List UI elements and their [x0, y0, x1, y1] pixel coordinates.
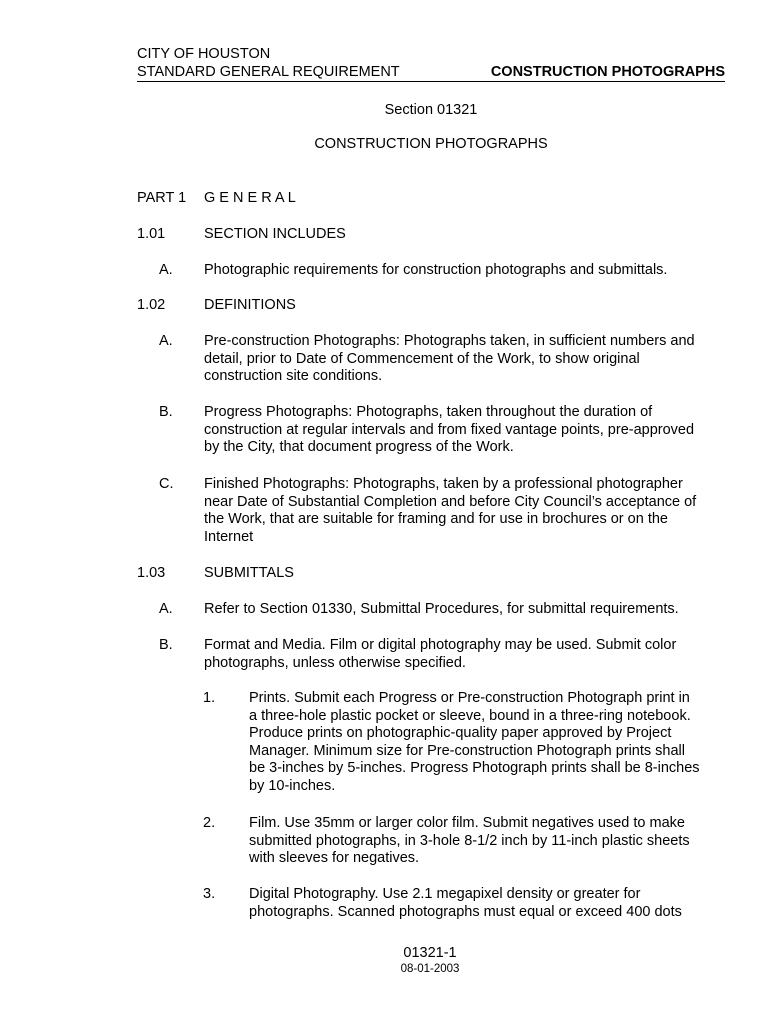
paragraph-line: be 3-inches by 5-inches. Progress Photograph prints shall be 8-inches [249, 760, 700, 776]
paragraph-line: construction site conditions. [204, 368, 383, 384]
paragraph-line: a three-hole plastic pocket or sleeve, bound in a three-ring notebook. [249, 707, 691, 724]
subparagraph-label-103b3: 3. [203, 886, 216, 902]
section-number: Section 01321 [384, 102, 478, 118]
paragraph-line: Photographic requirements for construction photographs and submittals. [204, 262, 668, 278]
subparagraph-103b2 [249, 815, 690, 868]
part-label: PART 1 [137, 190, 187, 206]
paragraph-label-103b: B. [159, 637, 173, 653]
page-number: 01321-1 [403, 945, 457, 961]
subparagraph-label-103b1: 1. [203, 690, 216, 706]
paragraph-label-103a: A. [159, 601, 173, 617]
article-title-103: SUBMITTALS [204, 565, 294, 581]
paragraph-line: submitted photographs, in 3-hole 8-1/2 inch by 11-inch plastic sheets [249, 832, 690, 849]
paragraph-label-102a: A. [159, 333, 173, 349]
paragraph-label-101a: A. [159, 262, 173, 278]
paragraph-line: photographs. Scanned photographs must equal or exceed 400 dots [249, 903, 682, 920]
paragraph-line: Progress Photographs: Photographs, taken throughout the duration of [204, 404, 653, 420]
paragraph-102a [204, 333, 695, 386]
paragraph-103b [204, 637, 676, 672]
paragraph-label-102b: B. [159, 404, 173, 420]
paragraph-line: near Date of Substantial Completion and before City Council’s acceptance of [204, 493, 697, 510]
paragraph-102c [204, 476, 696, 546]
paragraph-line: detail, prior to Date of Commencement of the Work, to show original [204, 350, 640, 367]
subparagraph-103b3 [249, 886, 682, 921]
article-number-103: 1.03 [137, 565, 166, 581]
paragraph-line: Internet [204, 528, 254, 545]
revision-date: 08-01-2003 [400, 963, 460, 975]
paragraph-line: Manager. Minimum size for Pre-construction Photograph prints shall [249, 742, 685, 759]
paragraph-line: Format and Media. Film or digital photography may be used. Submit color [204, 637, 677, 653]
subparagraph-103b1 [249, 690, 700, 795]
header-divider [137, 81, 725, 82]
paragraph-line: Film. Use 35mm or larger color film. Submit negatives used to make [249, 815, 685, 831]
article-title-102: DEFINITIONS [204, 297, 296, 313]
paragraph-line: Pre-construction Photographs: Photographs taken, in sufficient numbers and [204, 333, 695, 349]
paragraph-line: photographs, unless otherwise specified. [204, 654, 466, 671]
paragraph-101a [204, 262, 667, 280]
paragraph-line: Finished Photographs: Photographs, taken by a professional photographer [204, 476, 683, 492]
header-title: CONSTRUCTION PHOTOGRAPHS [490, 64, 725, 80]
paragraph-line: by the City, that document progress of the Work. [204, 439, 514, 455]
header-doc-type: STANDARD GENERAL REQUIREMENT [137, 64, 400, 80]
paragraph-line: the Work, that are suitable for framing and for use in brochures or on the [204, 511, 668, 527]
paragraph-line: construction at regular intervals and from fixed vantage points, pre-approved [204, 421, 695, 438]
paragraph-line: Refer to Section 01330, Submittal Procedures, for submittal requirements. [204, 601, 679, 617]
header-city: CITY OF HOUSTON [137, 46, 271, 62]
subparagraph-label-103b2: 2. [203, 815, 216, 831]
paragraph-line: Produce prints on photographic-quality paper approved by Project [249, 725, 672, 741]
paragraph-line: Prints. Submit each Progress or Pre-construction Photograph print in [249, 690, 690, 706]
paragraph-line: by 10-inches. [249, 777, 336, 794]
section-title: CONSTRUCTION PHOTOGRAPHS [314, 136, 548, 152]
paragraph-102b [204, 404, 694, 457]
paragraph-label-102c: C. [159, 476, 174, 492]
part-title: G E N E R A L [204, 190, 296, 206]
paragraph-line: with sleeves for negatives. [249, 850, 420, 866]
article-number-102: 1.02 [137, 297, 166, 313]
article-number-101: 1.01 [137, 226, 166, 242]
article-title-101: SECTION INCLUDES [204, 226, 346, 242]
paragraph-103a [204, 601, 679, 619]
paragraph-line: Digital Photography. Use 2.1 megapixel density or greater for [249, 886, 641, 902]
